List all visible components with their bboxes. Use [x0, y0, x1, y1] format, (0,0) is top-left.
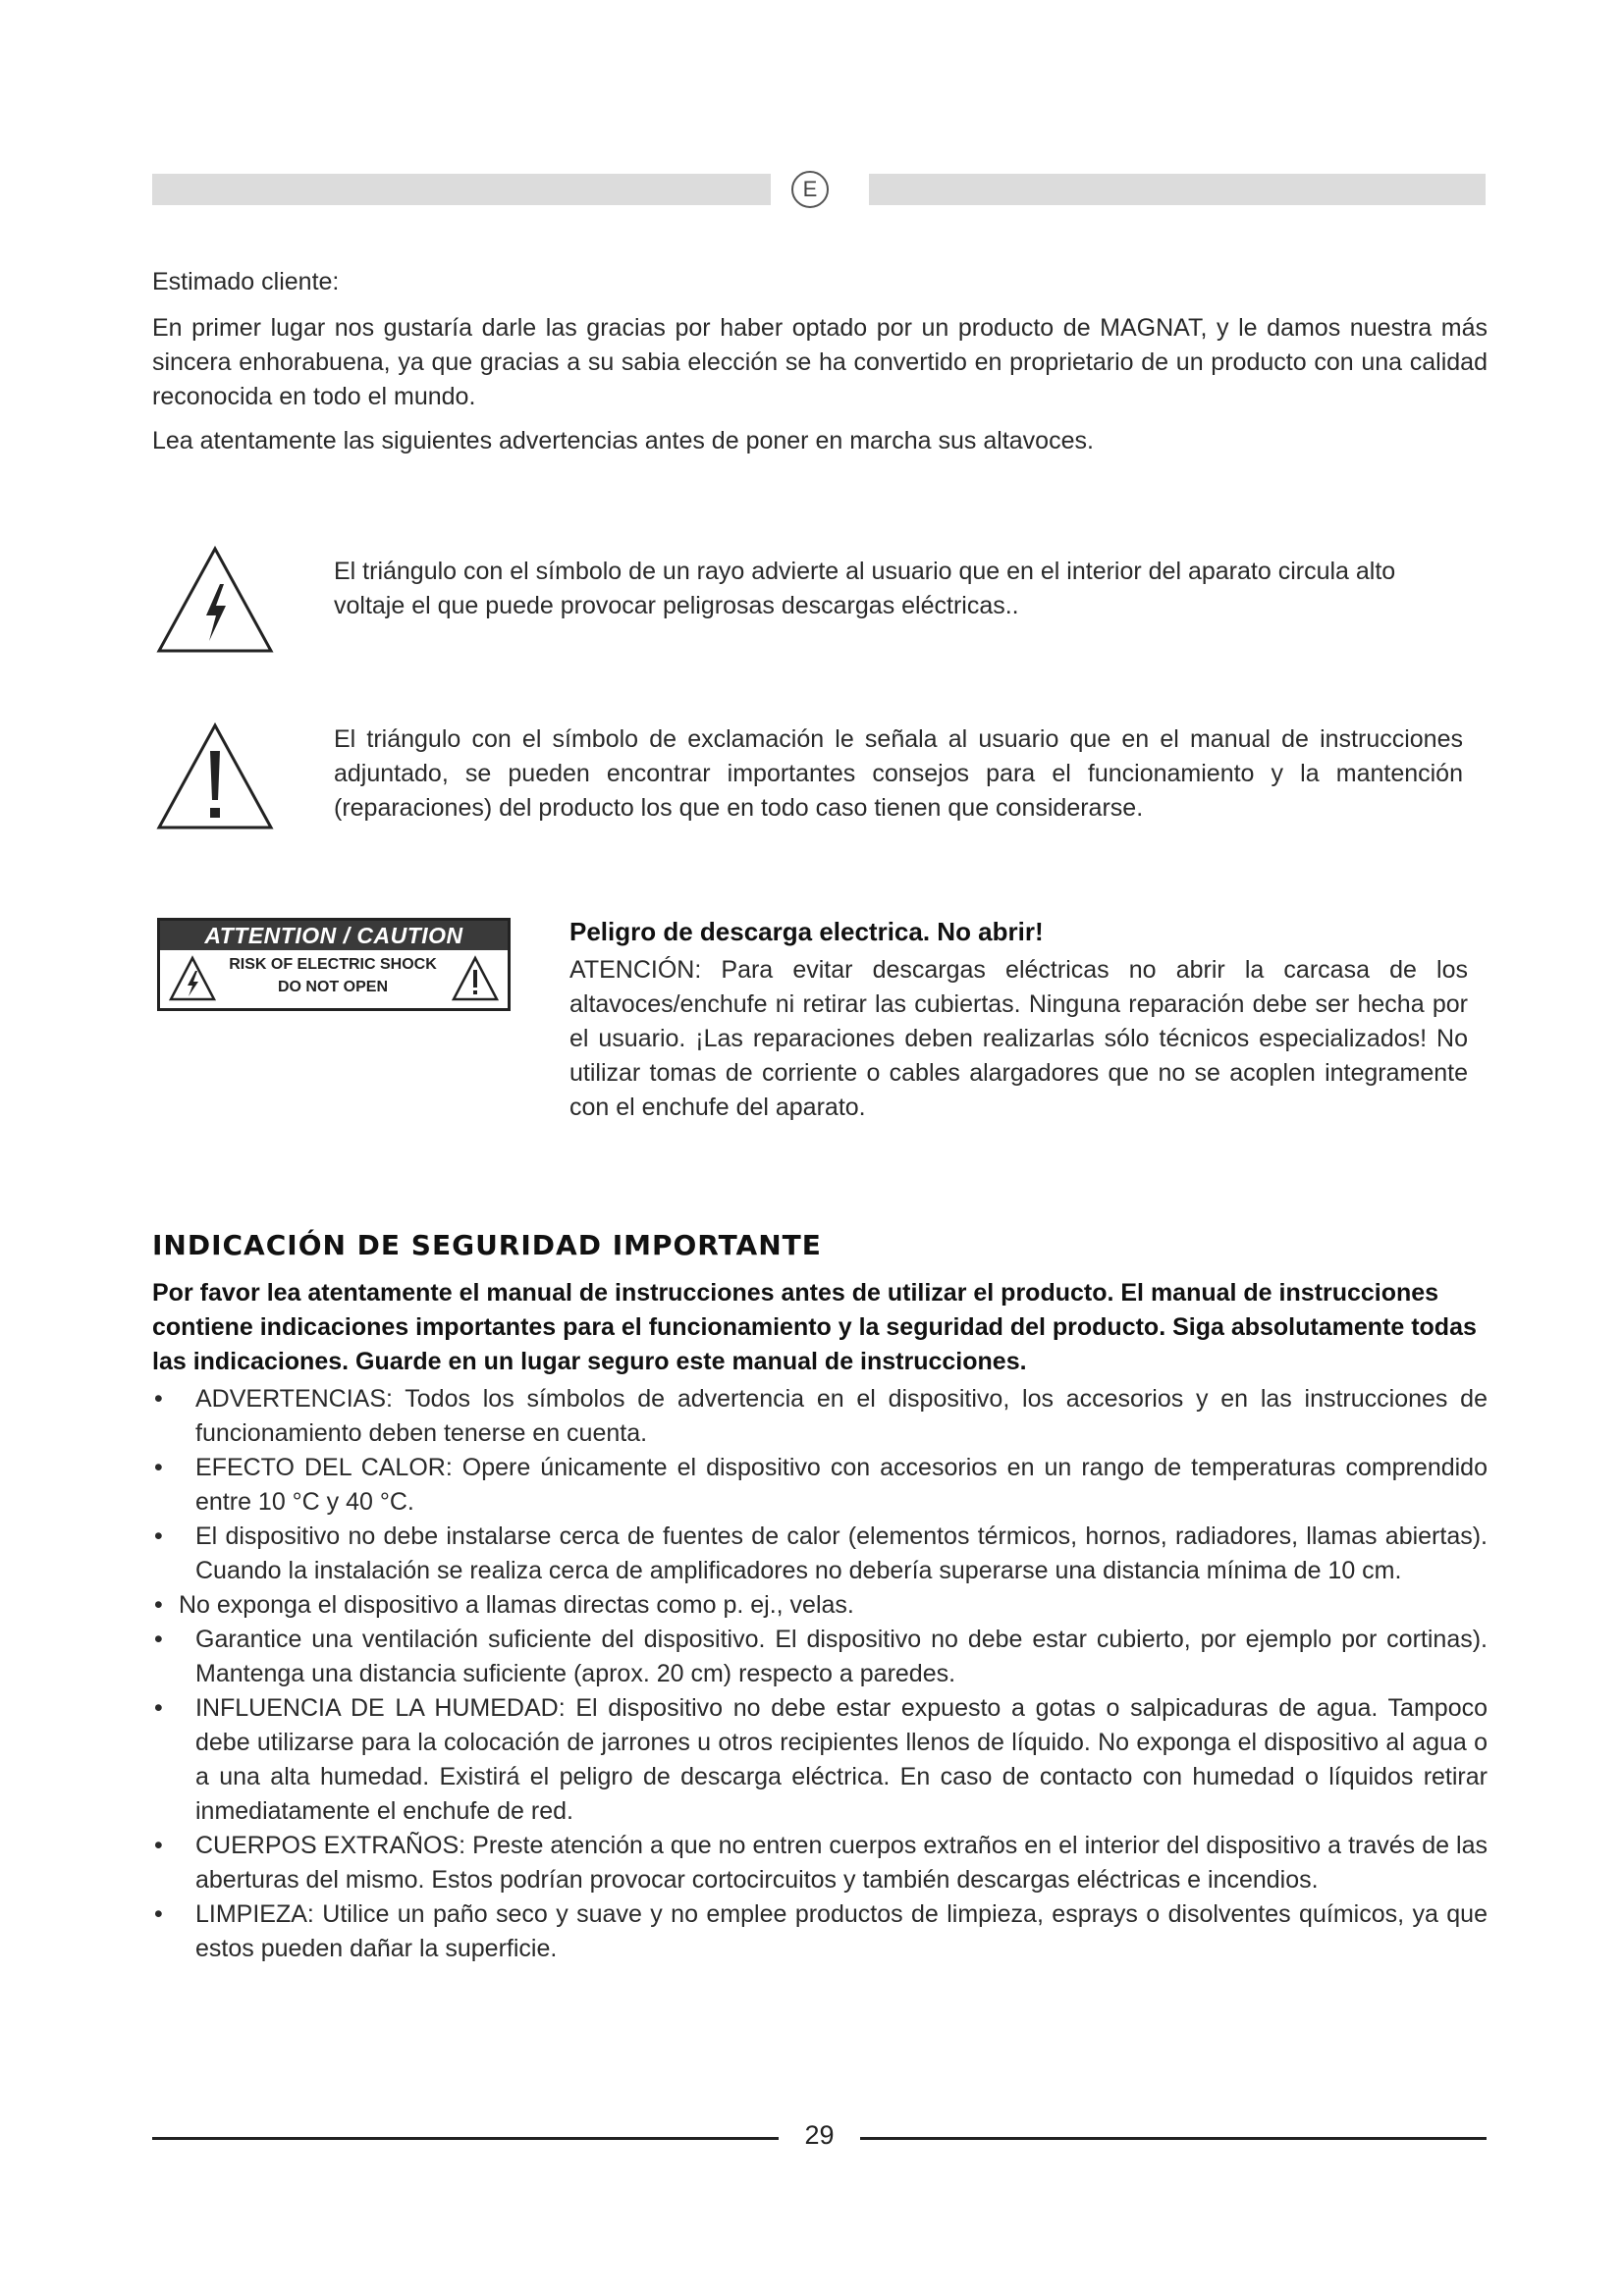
caution-text-block	[569, 915, 1468, 1125]
caution-title: Peligro de descarga electrica. No abrir!	[569, 917, 1044, 946]
list-item-text: CUERPOS EXTRAÑOS: Preste atención a que no entren cuerpos extraños en el interior del dispositivo a través de las aberturas del mismo. Estos podrían provocar cortocircuitos y también descargas eléctricas e incendios.	[195, 1832, 1488, 1894]
caution-lightning-icon	[168, 955, 217, 1002]
list-item	[152, 1382, 1488, 1451]
bullet-dot: •	[154, 1832, 163, 1859]
footer-line-right	[860, 2137, 1487, 2140]
list-item	[152, 1691, 1488, 1829]
list-item	[152, 1623, 1488, 1691]
list-item	[152, 1897, 1488, 1966]
list-item-text: LIMPIEZA: Utilice un paño seco y suave y no emplee productos de limpieza, esprays o disolventes químicos, ya que estos pueden dañar la superficie.	[195, 1900, 1488, 1962]
exclamation-warning-text: El triángulo con el símbolo de exclamación le señala al usuario que en el manual de instrucciones adjuntado, se pueden encontrar importantes consejos para el funcionamiento y la mantención (reparaciones) del producto los que en todo caso tienen que considerarse.	[334, 725, 1463, 822]
caution-exclamation-icon	[451, 955, 500, 1002]
safety-list	[152, 1382, 1488, 1966]
caution-label-title: ATTENTION / CAUTION	[160, 921, 508, 950]
footer-line-left	[152, 2137, 779, 2140]
list-item	[152, 1829, 1488, 1897]
exclamation-warning-icon	[155, 721, 275, 831]
header-bar-right	[869, 174, 1486, 205]
list-item-text: EFECTO DEL CALOR: Opere únicamente el dispositivo con accesorios en un rango de temperaturas comprendido entre 10 °C y 40 °C.	[195, 1454, 1488, 1516]
caution-label	[157, 918, 511, 1011]
caution-label-line-2: DO NOT OPEN	[277, 979, 388, 995]
language-badge-label: E	[802, 177, 818, 201]
language-badge	[791, 171, 829, 208]
list-item-text: ADVERTENCIAS: Todos los símbolos de advertencia en el dispositivo, los accesorios y en las instrucciones de funcionamiento deben tenerse en cuenta.	[195, 1385, 1488, 1447]
caution-body: ATENCIÓN: Para evitar descargas eléctricas no abrir la carcasa de los altavoces/enchufe ni retirar las cubiertas. Ninguna reparación debe ser hecha por el usuario. ¡Las reparaciones deben realizarlas sólo técnicos especializados! No utilizar tomas de corriente o cables alargadores que no se acoplen integramente con el enchufe del aparato.	[569, 956, 1468, 1121]
list-item	[152, 1451, 1488, 1520]
intro-paragraph-2: Lea atentamente las siguientes advertencias antes de poner en marcha sus altavoces.	[152, 427, 1094, 454]
caution-label-line-1: RISK OF ELECTRIC SHOCK	[229, 956, 437, 973]
lightning-warning-text: El triángulo con el símbolo de un rayo advierte al usuario que en el interior del aparato circula alto voltaje el que puede provocar peligrosas descargas eléctricas..	[334, 558, 1396, 619]
safety-heading: INDICACIÓN DE SEGURIDAD IMPORTANTE	[152, 1229, 822, 1261]
header-bar-left	[152, 174, 771, 205]
list-item-text: No exponga el dispositivo a llamas directas como p. ej., velas.	[179, 1591, 854, 1619]
page-number: 29	[804, 2120, 835, 2150]
list-item-text: El dispositivo no debe instalarse cerca de fuentes de calor (elementos térmicos, hornos, radiadores, llamas abiertas). Cuando la instalación se realiza cerca de amplificadores no debería superarse una distancia mínima de 10 cm.	[195, 1522, 1488, 1584]
bullet-dot: •	[154, 1626, 163, 1653]
bullet-dot: •	[154, 1454, 163, 1481]
bullet-dot: •	[154, 1900, 163, 1928]
list-item-text: INFLUENCIA DE LA HUMEDAD: El dispositivo no debe estar expuesto a gotas o salpicaduras de agua. Tampoco debe utilizarse para la colocación de jarrones u otros recipientes llenos de líquido. No exponga el dispositivo al agua o a una alta humedad. Existirá el peligro de descarga eléctrica. En caso de contacto con humedad o líquidos retirar inmediatamente el enchufe de red.	[195, 1694, 1488, 1825]
bullet-dot: •	[154, 1694, 163, 1722]
greeting: Estimado cliente:	[152, 268, 340, 295]
bullet-dot: •	[154, 1522, 163, 1550]
lightning-warning-icon	[155, 545, 275, 655]
bullet-dot: •	[154, 1385, 163, 1413]
list-item-text: Garantice una ventilación suficiente del dispositivo. El dispositivo no debe estar cubierto, por ejemplo por cortinas). Mantenga una distancia suficiente (aprox. 20 cm) respecto a paredes.	[195, 1626, 1488, 1687]
bullet-dot: •	[154, 1591, 163, 1619]
intro-paragraph-1: En primer lugar nos gustaría darle las gracias por haber optado por un producto de MAGNAT, y le damos nuestra más sincera enhorabuena, ya que gracias a su sabia elección se ha convertido en proprietario de un producto con una calidad reconocida en todo el mundo.	[152, 314, 1488, 410]
list-item	[152, 1520, 1488, 1588]
list-item	[152, 1588, 1488, 1623]
safety-lead: Por favor lea atentamente el manual de instrucciones antes de utilizar el producto. El manual de instrucciones contiene indicaciones importantes para el funcionamiento y la seguridad del producto. Siga absolutamente todas las indicaciones. Guarde en un lugar seguro este manual de instrucciones.	[152, 1279, 1477, 1375]
intro-section	[152, 265, 1488, 468]
